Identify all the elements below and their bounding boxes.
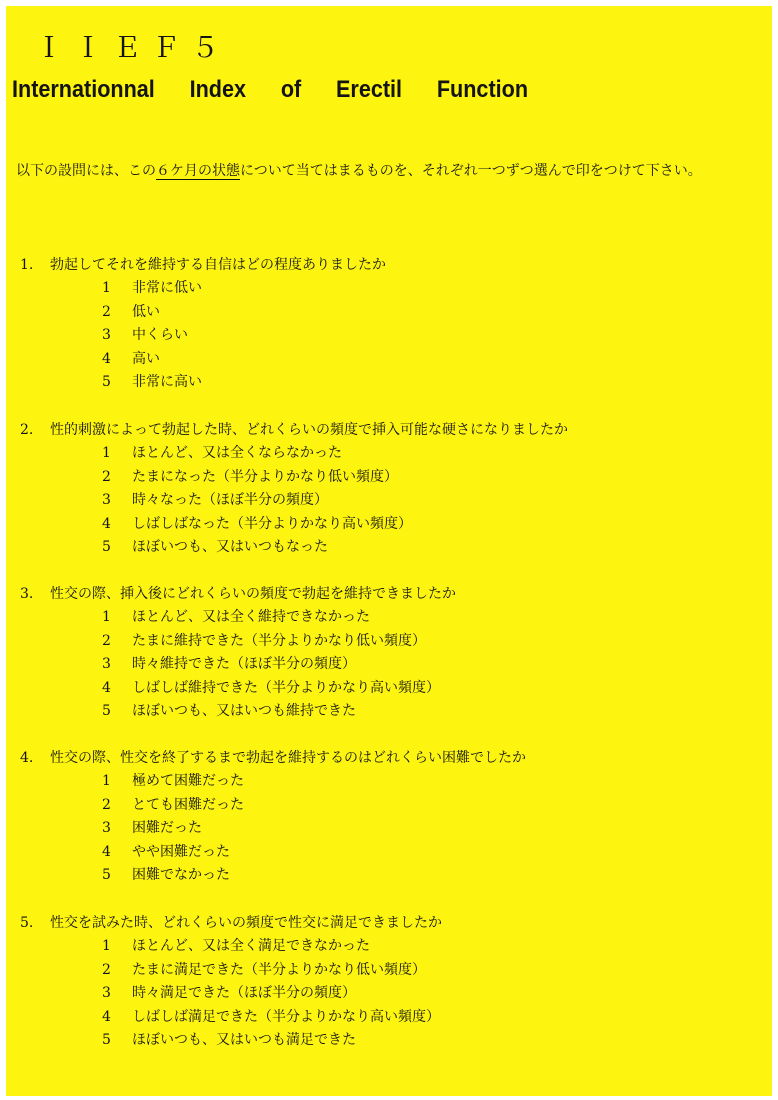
option-number: 4 <box>102 679 111 696</box>
option-label: たまに維持できた（半分よりかなり低い頻度） <box>132 632 426 649</box>
question-text: 性的刺激によって勃起した時、どれくらいの頻度で挿入可能な硬さになりましたか <box>50 422 568 438</box>
option-label: たまに満足できた（半分よりかなり低い頻度） <box>132 961 426 978</box>
answer-option[interactable] <box>102 959 442 983</box>
instructions <box>16 161 702 181</box>
option-label: しばしば維持できた（半分よりかなり高い頻度） <box>132 679 440 696</box>
answer-option[interactable] <box>102 606 456 630</box>
questionnaire-sheet <box>6 6 772 1096</box>
option-number: 1 <box>102 773 111 789</box>
answer-option[interactable] <box>102 982 442 1006</box>
answer-option[interactable] <box>102 277 386 301</box>
option-number: 5 <box>102 867 111 883</box>
document-title: ＩＩＥＦ５ <box>35 31 231 64</box>
answer-option[interactable] <box>102 864 526 888</box>
option-label: しばしば満足できた（半分よりかなり高い頻度） <box>132 1008 440 1025</box>
option-number: 2 <box>102 632 111 649</box>
question-text: 性交を試みた時、どれくらいの頻度で性交に満足できましたか <box>50 915 442 931</box>
question-1 <box>20 253 386 395</box>
option-label: 高い <box>132 350 160 367</box>
answer-option[interactable] <box>102 348 386 372</box>
question-text: 勃起してそれを維持する自信はどの程度ありましたか <box>50 257 386 273</box>
question-5 <box>20 911 442 1053</box>
option-number: 5 <box>102 1032 111 1048</box>
option-number: 3 <box>102 656 111 672</box>
option-label: ほとんど、又は全く維持できなかった <box>132 609 370 625</box>
option-label: たまになった（半分よりかなり低い頻度） <box>132 468 398 485</box>
answer-option[interactable] <box>102 301 386 325</box>
option-number: 4 <box>102 1008 111 1025</box>
option-label: 中くらい <box>132 327 188 343</box>
question-2 <box>20 418 568 560</box>
option-label: ほとんど、又は全くならなかった <box>132 445 342 461</box>
option-label: やや困難だった <box>132 843 230 860</box>
option-number: 1 <box>102 445 111 461</box>
option-number: 1 <box>102 938 111 954</box>
option-label: ほとんど、又は全く満足できなかった <box>132 938 370 954</box>
question-text: 性交の際、性交を終了するまで勃起を維持するのはどれくらい困難でしたか <box>50 750 526 766</box>
option-label: 時々維持できた（ほぼ半分の頻度） <box>132 656 356 672</box>
answer-option[interactable] <box>102 700 456 724</box>
answer-option[interactable] <box>102 1029 442 1053</box>
answer-option[interactable] <box>102 677 456 701</box>
answer-option[interactable] <box>102 770 526 794</box>
option-number: 3 <box>102 985 111 1001</box>
option-number: 3 <box>102 820 111 836</box>
question-4 <box>20 746 526 888</box>
option-number: 3 <box>102 492 111 508</box>
question-text: 性交の際、挿入後にどれくらいの頻度で勃起を維持できましたか <box>50 586 456 602</box>
option-number: 2 <box>102 468 111 485</box>
option-label: 時々なった（ほぼ半分の頻度） <box>132 492 328 508</box>
answer-option[interactable] <box>102 466 568 490</box>
instructions-underlined: ６ケ月の状態 <box>156 163 240 179</box>
option-label: ほぼいつも、又はいつも満足できた <box>132 1032 356 1048</box>
option-number: 2 <box>102 796 111 813</box>
option-list <box>102 935 442 1053</box>
question-number: 5. <box>20 915 34 931</box>
instructions-after: について当てはまるものを、それぞれ一つずつ選んで印をつけて下さい。 <box>240 163 702 179</box>
answer-option[interactable] <box>102 630 456 654</box>
answer-option[interactable] <box>102 536 568 560</box>
option-label: 時々満足できた（ほぼ半分の頻度） <box>132 985 356 1001</box>
option-label: 低い <box>132 303 160 320</box>
question-3 <box>20 582 456 724</box>
answer-option[interactable] <box>102 371 386 395</box>
option-label: しばしばなった（半分よりかなり高い頻度） <box>132 515 412 532</box>
option-label: 困難だった <box>132 820 202 836</box>
option-list <box>102 442 568 560</box>
answer-option[interactable] <box>102 653 456 677</box>
answer-option[interactable] <box>102 817 526 841</box>
option-number: 4 <box>102 350 111 367</box>
option-number: 1 <box>102 280 111 296</box>
instructions-before: 以下の設問には、この <box>16 163 156 179</box>
option-label: ほぼいつも、又はいつもなった <box>132 539 328 555</box>
option-number: 3 <box>102 327 111 343</box>
option-label: とても困難だった <box>132 796 244 813</box>
answer-option[interactable] <box>102 442 568 466</box>
option-label: ほぼいつも、又はいつも維持できた <box>132 703 356 719</box>
option-number: 4 <box>102 843 111 860</box>
option-label: 困難でなかった <box>132 867 230 883</box>
question-number: 1. <box>20 257 34 273</box>
answer-option[interactable] <box>102 794 526 818</box>
option-number: 2 <box>102 303 111 320</box>
answer-option[interactable] <box>102 324 386 348</box>
option-number: 5 <box>102 539 111 555</box>
document-subtitle: Internationnal Index of Erectil Function <box>12 76 529 103</box>
answer-option[interactable] <box>102 935 442 959</box>
answer-option[interactable] <box>102 841 526 865</box>
option-list <box>102 606 456 724</box>
answer-option[interactable] <box>102 513 568 537</box>
question-number: 4. <box>20 750 34 766</box>
option-number: 5 <box>102 703 111 719</box>
question-number: 2. <box>20 422 34 438</box>
answer-option[interactable] <box>102 489 568 513</box>
option-number: 5 <box>102 374 111 390</box>
answer-option[interactable] <box>102 1006 442 1030</box>
option-label: 非常に低い <box>132 280 202 296</box>
option-number: 2 <box>102 961 111 978</box>
option-label: 非常に高い <box>132 374 202 390</box>
option-list <box>102 277 386 395</box>
option-number: 1 <box>102 609 111 625</box>
option-label: 極めて困難だった <box>132 773 244 789</box>
option-list <box>102 770 526 888</box>
question-number: 3. <box>20 586 34 602</box>
option-number: 4 <box>102 515 111 532</box>
